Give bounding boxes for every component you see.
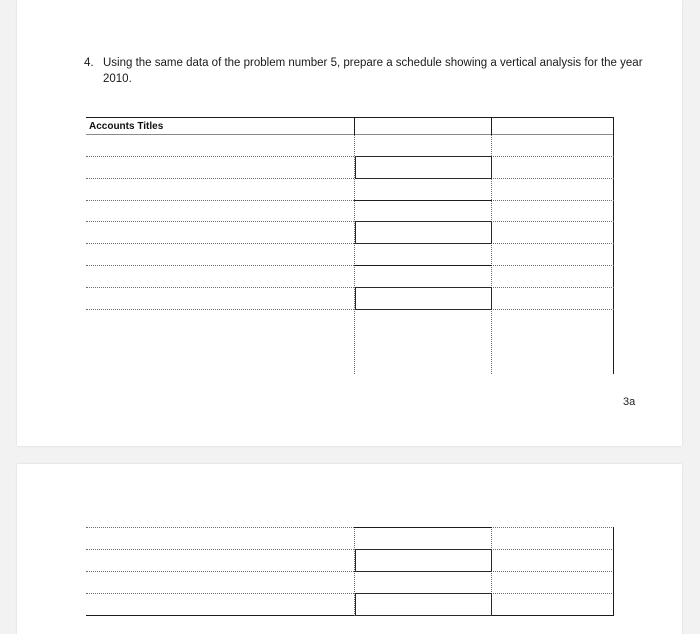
table-bottom-border — [86, 615, 614, 616]
page-number: 3a — [623, 396, 636, 408]
entry-cell — [355, 287, 492, 310]
entry-cell — [355, 156, 492, 179]
cell-line — [354, 265, 492, 266]
document-page-1 — [17, 0, 682, 446]
row-line — [86, 156, 614, 157]
vertical-analysis-table — [17, 0, 682, 446]
entry-cell — [355, 221, 492, 244]
header-divider-2 — [491, 117, 492, 135]
row-line — [86, 527, 614, 528]
entry-cell — [355, 593, 492, 616]
cell-line — [354, 200, 492, 201]
header-right-border — [613, 117, 614, 135]
cell-line — [354, 527, 492, 528]
table-top-border — [86, 117, 614, 118]
row-line — [86, 571, 614, 572]
row-line — [86, 200, 614, 201]
document-page-2 — [17, 464, 682, 634]
question-number: 4. — [84, 57, 94, 69]
row-line — [86, 593, 614, 594]
accounts-titles-header: Accounts Titles — [89, 121, 164, 132]
row-line — [86, 309, 614, 310]
header-bottom-border — [86, 134, 614, 135]
row-line — [86, 287, 614, 288]
column-line-right — [613, 135, 614, 374]
row-line — [86, 221, 614, 222]
column-line-right — [613, 527, 614, 616]
row-line — [86, 178, 614, 179]
question-text: Using the same data of the problem number 5, prepare a schedule showing a vertical analysis for the year 2010. — [103, 57, 643, 85]
header-divider-1 — [354, 117, 355, 135]
row-line — [86, 549, 614, 550]
row-line — [86, 243, 614, 244]
entry-cell — [355, 549, 492, 572]
row-line — [86, 265, 614, 266]
vertical-analysis-table-continued — [17, 464, 682, 634]
